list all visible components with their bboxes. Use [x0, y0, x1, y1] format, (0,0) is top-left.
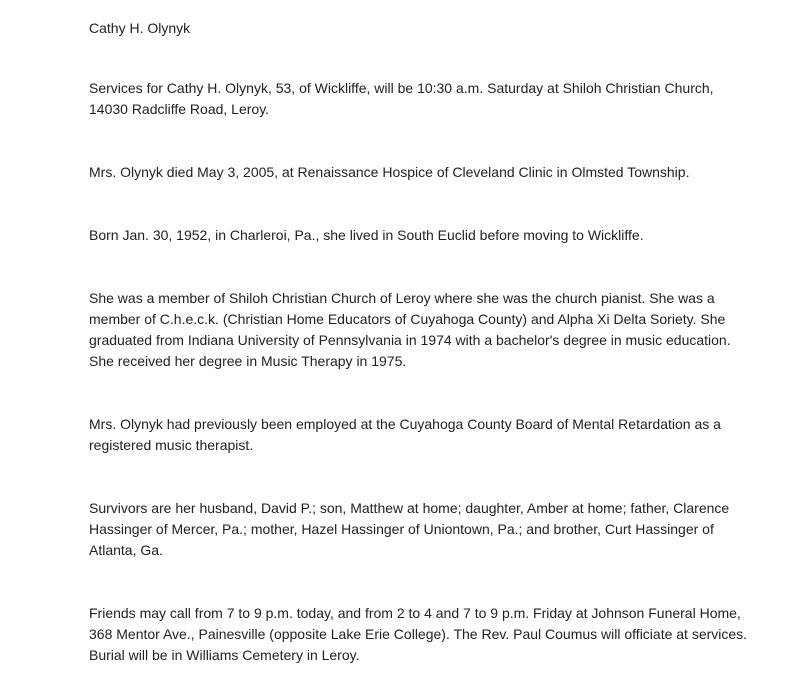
paragraph-membership: She was a member of Shiloh Christian Church of Leroy where she was the church pianist. She was a member of C.h.e.c.k. (Christian Home Educators of Cuyahoga County) and Alpha Xi Delta Soriety. She graduated from Indiana University of Pennsylvania in 1974 with a bachelor's degree in music education. She received her degree in Music Therapy in 1975. — [89, 290, 731, 369]
paragraph-death: Mrs. Olynyk died May 3, 2005, at Renaissance Hospice of Cleveland Clinic in Olmsted Township. — [89, 164, 690, 180]
paragraph-survivors: Survivors are her husband, David P.; son, Matthew at home; daughter, Amber at home; father, Clarence Hassinger of Mercer, Pa.; mother, Hazel Hassinger of Uniontown, Pa.; and brother, Curt Hassinger of Atlanta, Ga. — [89, 500, 730, 558]
obituary-title: Cathy H. Olynyk — [89, 20, 191, 36]
paragraph-visitation: Friends may call from 7 to 9 p.m. today, and from 2 to 4 and 7 to 9 p.m. Friday at Johnson Funeral Home, 368 Mentor Ave., Painesville (opposite Lake Erie College). The Rev. Paul Coumus will officiate at services. Burial will be in Williams Cemetery in Leroy. — [89, 605, 748, 663]
paragraph-employment: Mrs. Olynyk had previously been employed at the Cuyahoga County Board of Mental Retardation as a registered music therapist. — [89, 416, 721, 453]
paragraph-services: Services for Cathy H. Olynyk, 53, of Wickliffe, will be 10:30 a.m. Saturday at Shiloh Christian Church, 14030 Radcliffe Road, Leroy. — [89, 80, 714, 117]
obituary-document — [89, 16, 749, 666]
paragraph-birth: Born Jan. 30, 1952, in Charleroi, Pa., she lived in South Euclid before moving to Wickliffe. — [89, 227, 644, 243]
